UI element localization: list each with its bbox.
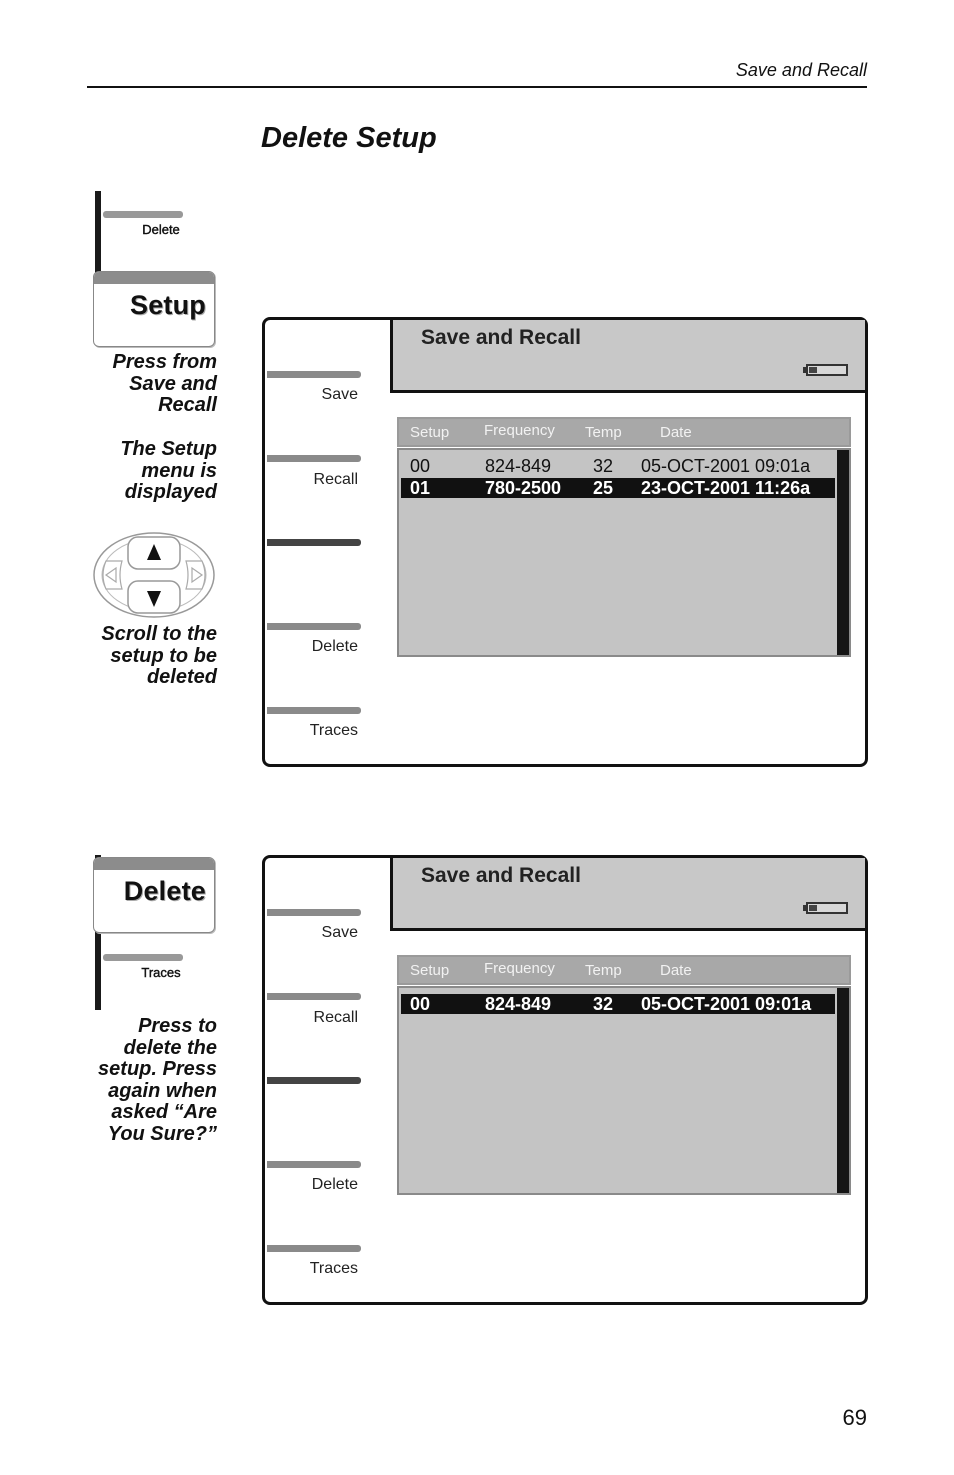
table-header (397, 955, 851, 985)
delete-key-bar (103, 211, 183, 218)
caption-menu-displayed: The Setup menu is displayed (120, 438, 217, 503)
softkey-recall-label: Recall (313, 471, 358, 488)
column-setup: Setup (410, 962, 450, 979)
cell-date: 05-OCT-2001 09:01a (641, 456, 811, 476)
column-date: Date (660, 962, 692, 979)
screen-title-box (390, 858, 865, 931)
cell-temp: 25 (593, 478, 614, 498)
softkey-delete-label: Delete (311, 1176, 358, 1193)
cell-temp: 32 (593, 456, 614, 476)
softkey-traces[interactable] (267, 707, 361, 714)
cell-date: 05-OCT-2001 09:01a (641, 994, 812, 1014)
setup-list[interactable] (397, 448, 851, 657)
cell-frequency: 780-2500 (485, 478, 562, 498)
softkey-save[interactable] (267, 371, 361, 378)
softkey-blank[interactable] (267, 1077, 361, 1084)
cell-frequency: 824-849 (485, 994, 552, 1014)
softkey-recall-label: Recall (313, 1009, 358, 1026)
softkey-recall[interactable] (267, 993, 361, 1000)
battery-icon (806, 364, 848, 376)
delete-key-button[interactable] (93, 857, 215, 933)
cell-date: 23-OCT-2001 11:26a (641, 478, 811, 498)
softkey-traces-label: Traces (309, 722, 358, 739)
setup-key-label: Setup (129, 290, 206, 320)
column-setup: Setup (410, 424, 450, 441)
traces-key-bar (103, 954, 183, 961)
cell-frequency: 824-849 (485, 456, 552, 476)
table-row-selected[interactable] (401, 994, 835, 1014)
softkey-save-label: Save (321, 924, 358, 941)
section-title: Delete Setup (261, 122, 437, 154)
table-row[interactable] (401, 456, 835, 476)
cell-temp: 32 (593, 994, 614, 1014)
page-number: 69 (842, 1405, 867, 1430)
cell-setup: 00 (410, 456, 431, 476)
table-header (397, 417, 851, 447)
softkey-save[interactable] (267, 909, 361, 916)
caption-scroll: Scroll to the setup to be deleted (101, 623, 217, 688)
softkey-traces-label: Traces (309, 1260, 358, 1277)
softkey-traces[interactable] (267, 1245, 361, 1252)
caption-press-from: Press from Save and Recall (112, 351, 217, 416)
instrument-screen-2 (262, 855, 868, 1305)
caption-press-delete: Press to delete the setup. Press again when asked “Are You Sure?” (98, 1015, 217, 1145)
traces-key-label: Traces (141, 965, 181, 980)
instrument-screen-1 (262, 317, 868, 767)
column-frequency: Frequency (484, 422, 555, 439)
delete-key-label: Delete (142, 222, 180, 237)
softkey-delete[interactable] (267, 1161, 361, 1168)
softkey-recall[interactable] (267, 455, 361, 462)
column-temp: Temp (585, 424, 622, 441)
battery-icon (806, 902, 848, 914)
setup-key-button[interactable] (93, 271, 215, 347)
running-head: Save and Recall (735, 60, 867, 80)
header-rule (87, 86, 867, 88)
cell-setup: 00 (410, 994, 431, 1014)
column-frequency: Frequency (484, 960, 555, 977)
softkey-delete-label: Delete (311, 638, 358, 655)
screen-title-box (390, 320, 865, 393)
softkey-blank[interactable] (267, 539, 361, 546)
table-row-selected[interactable] (401, 478, 835, 498)
key-post (95, 191, 101, 277)
arrow-pad-icon[interactable] (92, 531, 216, 619)
delete-key-label: Delete (123, 876, 206, 906)
scrollbar[interactable] (837, 450, 849, 655)
softkey-delete[interactable] (267, 623, 361, 630)
setup-list[interactable] (397, 986, 851, 1195)
softkey-save-label: Save (321, 386, 358, 403)
scrollbar[interactable] (837, 988, 849, 1193)
column-date: Date (660, 424, 692, 441)
screen-title: Save and Recall (421, 864, 581, 887)
column-temp: Temp (585, 962, 622, 979)
cell-setup: 01 (410, 478, 431, 498)
screen-title: Save and Recall (421, 326, 581, 349)
